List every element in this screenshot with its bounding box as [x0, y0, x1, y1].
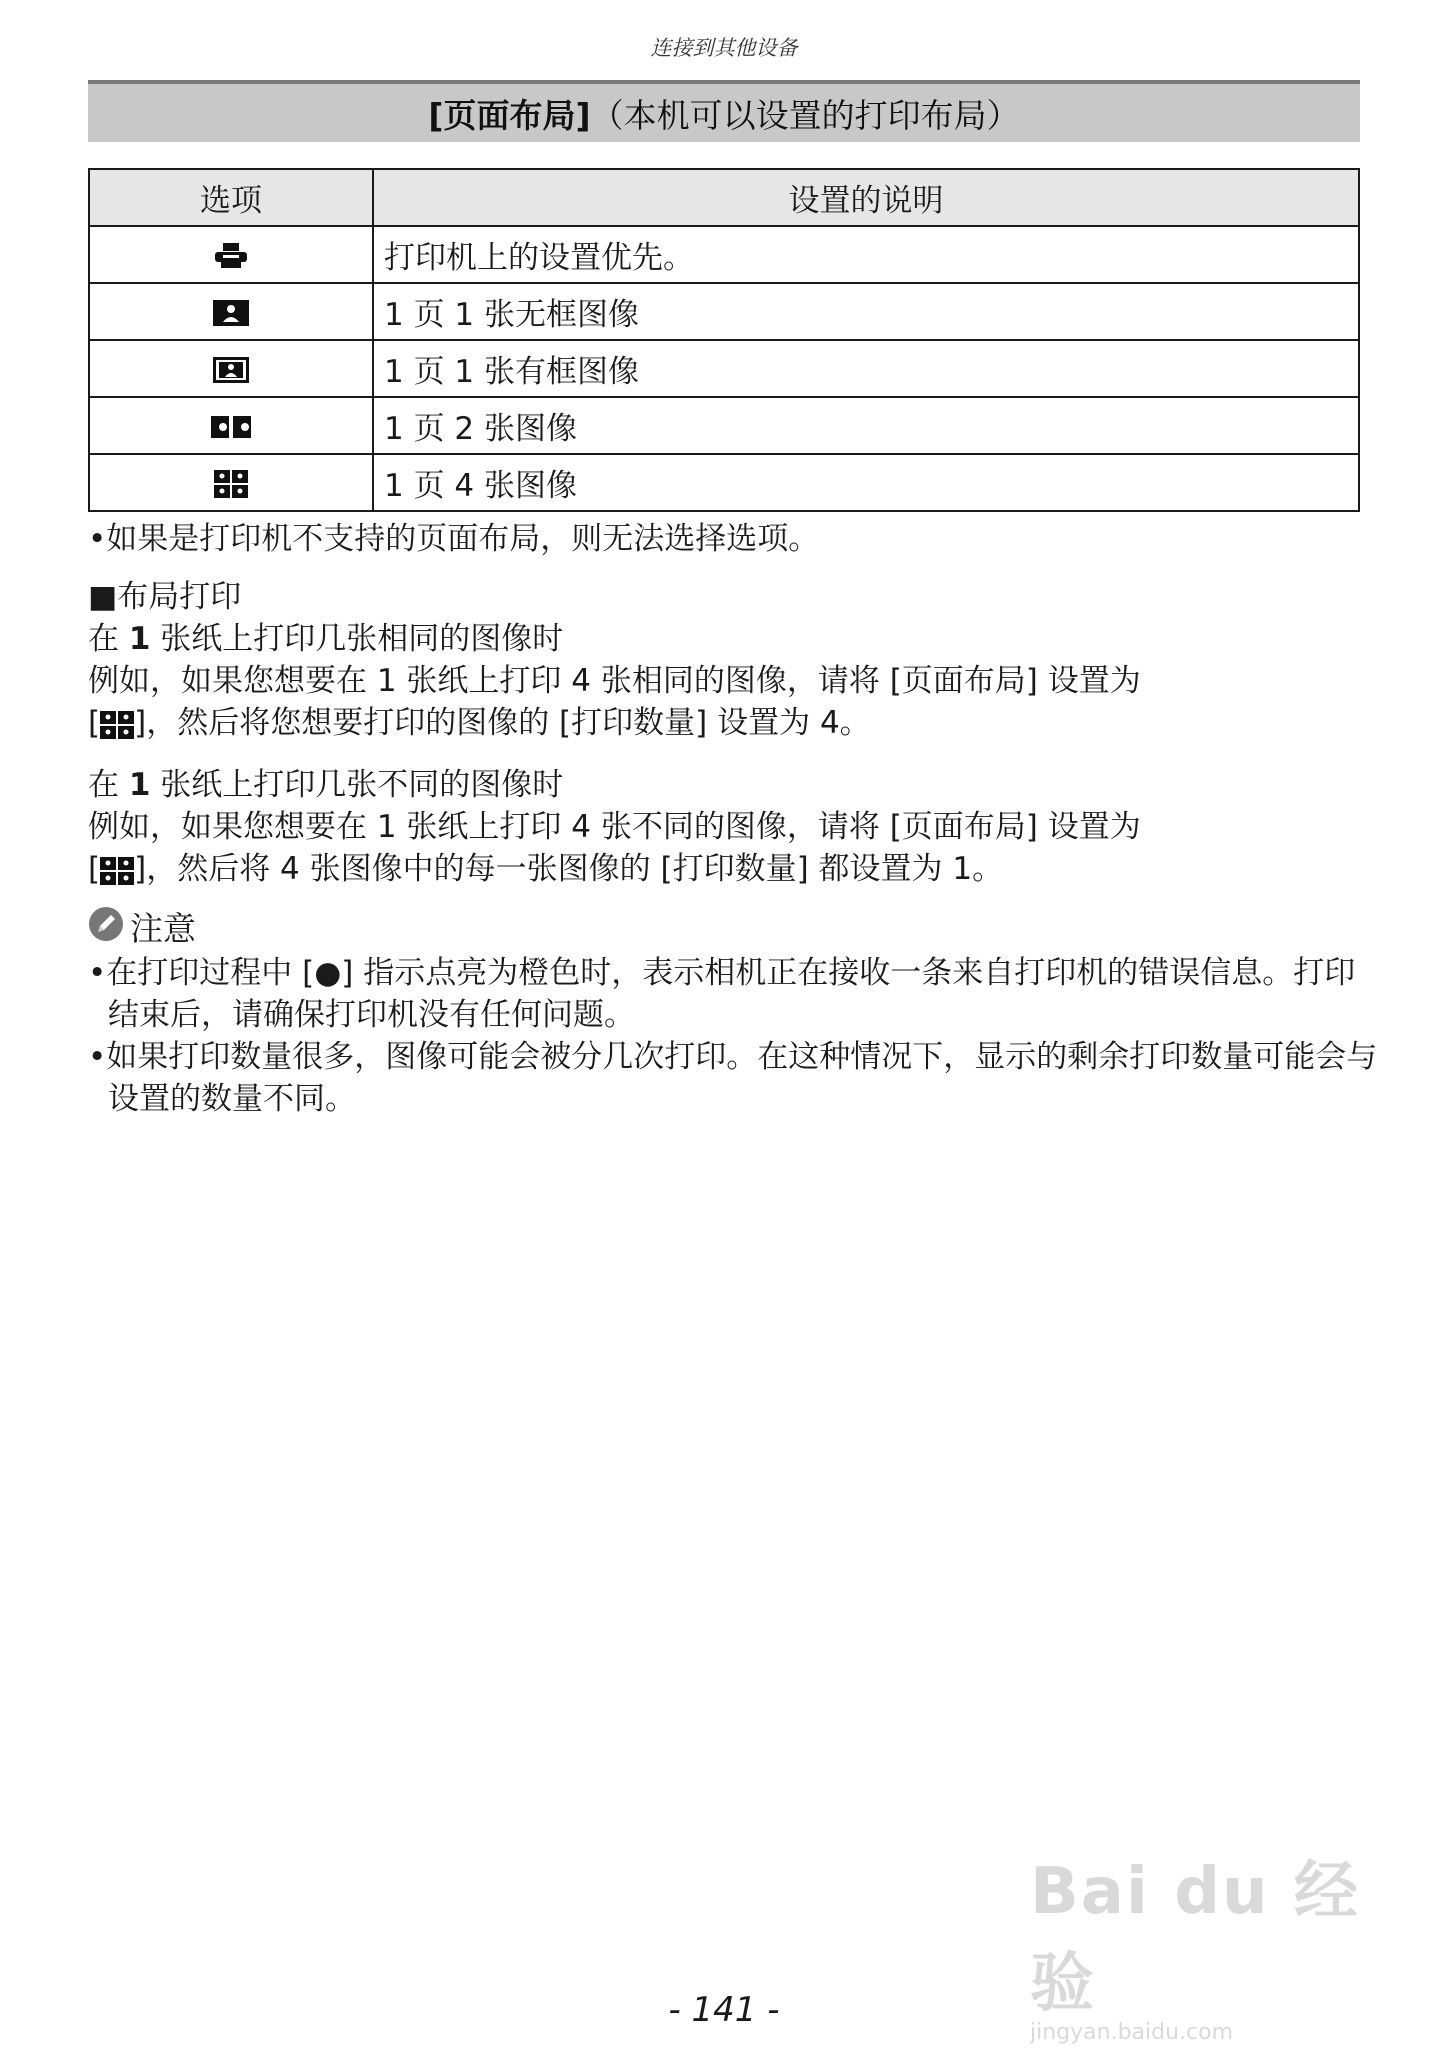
different-title-num: 1 [128, 767, 151, 803]
same-images-line1: 例如，如果您想要在 1 张纸上打印 4 张相同的图像，请将 [页面布局] 设置为 [88, 663, 1141, 699]
option-cell [89, 283, 373, 340]
same-images-line2 [88, 702, 1368, 750]
different-images-line1: 例如，如果您想要在 1 张纸上打印 4 张不同的图像，请将 [页面布局] 设置为 [88, 809, 1141, 845]
same-title-post: 张纸上打印几张相同的图像时 [150, 621, 564, 657]
table-row [89, 283, 1359, 340]
note-item: •如果打印数量很多，图像可能会被分几次打印。在这种情况下，显示的剩余打印数量可能会与设置的数量不同。 [88, 1039, 1378, 1117]
section-title-rest: （本机可以设置的打印布局） [590, 95, 1020, 135]
four-up-icon [100, 708, 134, 750]
column-header-description: 设置的说明 [373, 169, 1359, 226]
four-up-icon [214, 470, 248, 498]
notes-section [88, 906, 1378, 1120]
section-title-bracket: [页面布局] [428, 95, 591, 135]
description-cell: 打印机上的设置优先。 [373, 226, 1359, 283]
layout-print-section [88, 576, 1368, 896]
option-cell [89, 340, 373, 397]
four-up-icon [100, 854, 134, 896]
option-cell [89, 454, 373, 511]
same-images-title [88, 618, 1368, 660]
same-title-num: 1 [128, 621, 151, 657]
notes-heading-text: 注意 [130, 909, 196, 948]
page-header-title: 连接到其他设备 [650, 36, 798, 60]
section-title-bar [88, 80, 1360, 142]
same-line2-pre: [ [88, 705, 101, 741]
table-row [89, 226, 1359, 283]
printer-icon [213, 243, 249, 269]
different-images-title [88, 764, 1368, 806]
description-cell: 1 页 1 张无框图像 [373, 283, 1359, 340]
page-number: - 141 - [668, 1990, 780, 2030]
table-header-row [89, 169, 1359, 226]
note-item: •在打印过程中 [●] 指示点亮为橙色时，表示相机正在接收一条来自打印机的错误信息。打印结束后，请确保打印机没有任何问题。 [88, 955, 1356, 1033]
watermark-url: jingyan.baidu.com [1030, 2020, 1234, 2045]
different-line2-pre: [ [88, 851, 101, 887]
one-bordered-icon [213, 357, 249, 383]
table-row [89, 397, 1359, 454]
layout-settings-table [88, 168, 1360, 512]
notes-heading [88, 906, 1368, 952]
watermark-brand: Bai du 经验 [1030, 1855, 1360, 2021]
table-row [89, 454, 1359, 511]
description-cell: 1 页 2 张图像 [373, 397, 1359, 454]
unsupported-layout-note: •如果是打印机不支持的页面布局，则无法选择选项。 [88, 521, 820, 557]
description-cell: 1 页 4 张图像 [373, 454, 1359, 511]
different-line2-post: ]，然后将 4 张图像中的每一张图像的 [打印数量] 都设置为 1。 [134, 851, 1004, 887]
pencil-note-icon [88, 906, 124, 952]
same-title-pre: 在 [88, 621, 129, 657]
different-title-post: 张纸上打印几张不同的图像时 [150, 767, 564, 803]
different-images-line2 [88, 848, 1368, 896]
baidu-watermark [1030, 1840, 1370, 2045]
option-cell [89, 226, 373, 283]
column-header-option: 选项 [89, 169, 373, 226]
same-line2-post: ]，然后将您想要打印的图像的 [打印数量] 设置为 4。 [134, 705, 871, 741]
layout-print-heading: ■布局打印 [88, 579, 242, 615]
table-row [89, 340, 1359, 397]
option-cell [89, 397, 373, 454]
different-title-pre: 在 [88, 767, 129, 803]
one-borderless-icon [213, 300, 249, 326]
two-up-icon [211, 414, 251, 440]
description-cell: 1 页 1 张有框图像 [373, 340, 1359, 397]
after-table-note [88, 518, 1368, 560]
